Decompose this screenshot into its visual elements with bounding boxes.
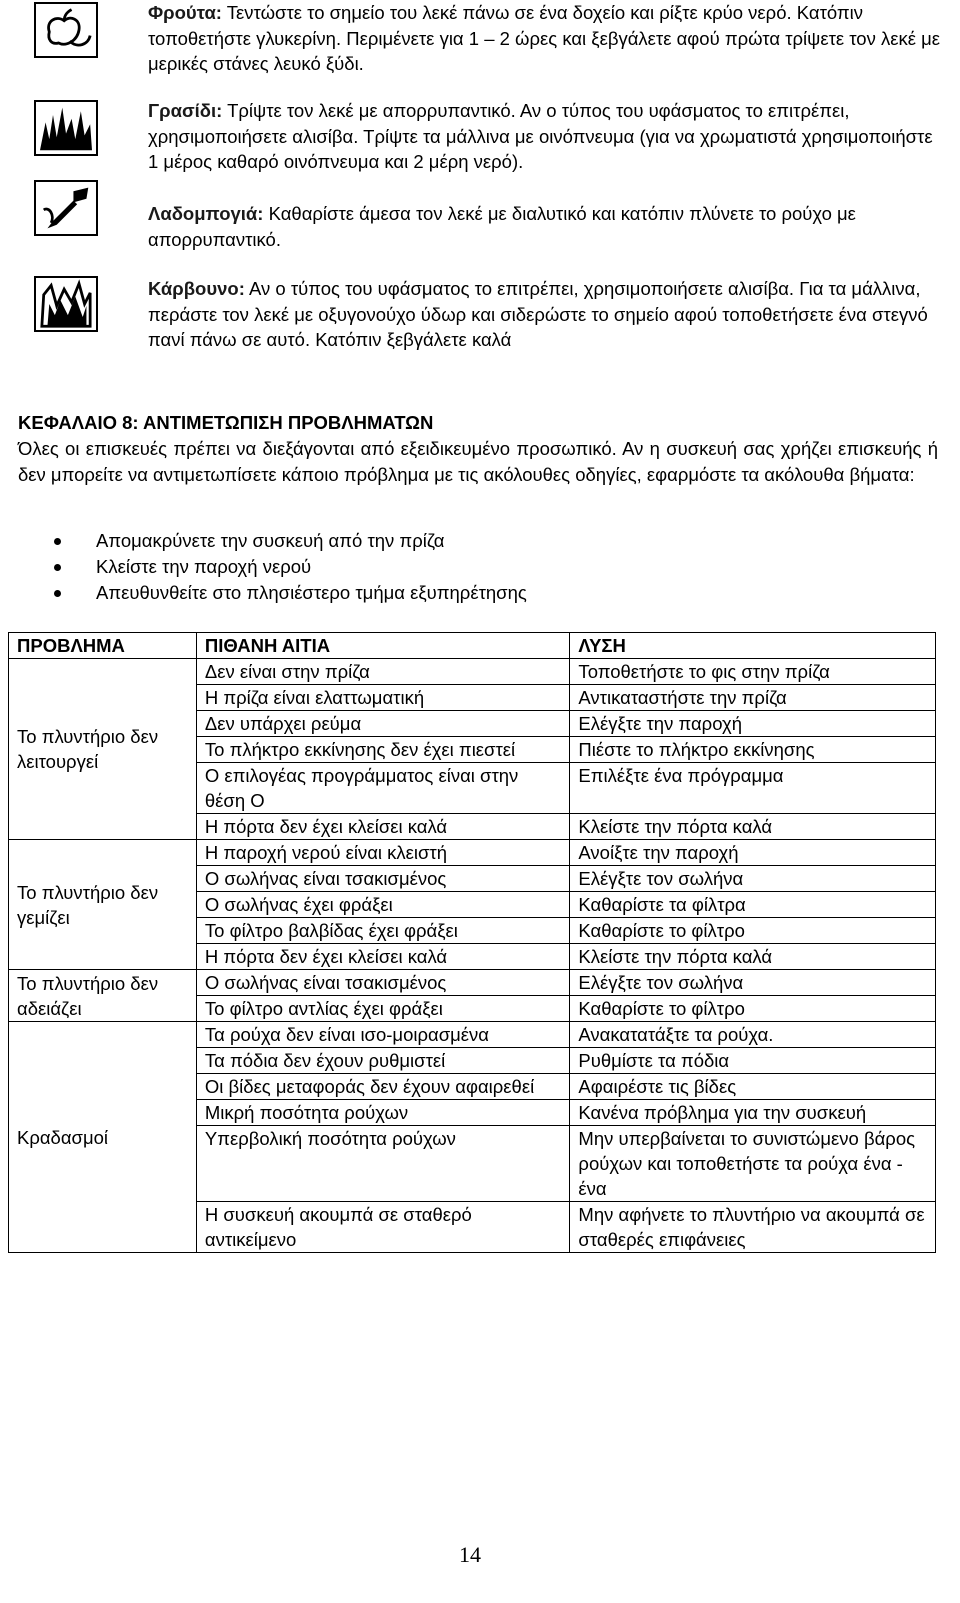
cause-cell: Μικρή ποσότητα ρούχων <box>196 1100 570 1126</box>
list-item: Απευθυνθείτε στο πλησιέστερο τμήμα εξυπηρέτησης <box>54 580 527 606</box>
solution-cell: Ελέγξτε την παροχή <box>570 711 936 737</box>
solution-cell: Αντικαταστήστε την πρίζα <box>570 685 936 711</box>
cause-cell: Ο σωλήνας έχει φράξει <box>196 892 570 918</box>
problem-cell: Το πλυντήριο δεν αδειάζει <box>9 970 197 1022</box>
header-cause: ΠΙΘΑΝΗ ΑΙΤΙΑ <box>196 633 570 659</box>
cause-cell: Ο σωλήνας είναι τσακισμένος <box>196 970 570 996</box>
stain-name: Φρούτα: <box>148 2 222 23</box>
solution-cell: Κλείστε την πόρτα καλά <box>570 814 936 840</box>
table-header-row <box>9 633 936 659</box>
cause-cell: Ο σωλήνας είναι τσακισμένος <box>196 866 570 892</box>
stain-name: Λαδομπογιά: <box>148 203 264 224</box>
solution-cell: Καθαρίστε το φίλτρο <box>570 996 936 1022</box>
problem-cell: Το πλυντήριο δεν γεμίζει <box>9 840 197 970</box>
cause-cell: Ο επιλογέας προγράμματος είναι στην θέση Ο <box>196 763 570 814</box>
problem-cell: Το πλυντήριο δεν λειτουργεί <box>9 659 197 840</box>
list-item: Απομακρύνετε την συσκευή από την πρίζα <box>54 528 527 554</box>
table-row <box>9 970 936 996</box>
solution-cell: Αφαιρέστε τις βίδες <box>570 1074 936 1100</box>
paintbrush-icon <box>34 180 98 236</box>
chapter-intro: Όλες οι επισκευές πρέπει να διεξάγονται από εξειδικευμένο προσωπικό. Αν η συσκευή σας χρήζει επισκευής ή δεν μπορείτε να αντιμετωπίσετε κάποιο πρόβλημα με τις ακόλουθες οδηγίες, εφαρμόστε τα ακόλουθα βήματα: <box>18 438 938 485</box>
stain-name: Κάρβουνο: <box>148 278 245 299</box>
stain-text: Τρίψτε τον λεκέ με απορρυπαντικό. Αν ο τύπος του υφάσματος το επιτρέπει, χρησιμοποιήσετε αλισίβα. Τρίψτε τα μάλλινα με οινόπνευμα (για να χρωματιστά χρησιμοποιήστε 1 μέρος καθαρό οινόπνευμα και 2 μέρη νερό). <box>148 100 933 172</box>
cause-cell: Τα πόδια δεν έχουν ρυθμιστεί <box>196 1048 570 1074</box>
table-body <box>9 659 936 1253</box>
cause-cell: Η συσκευή ακουμπά σε σταθερό αντικείμενο <box>196 1202 570 1253</box>
table-row <box>9 659 936 685</box>
cause-cell: Το πλήκτρο εκκίνησης δεν έχει πιεστεί <box>196 737 570 763</box>
header-solution: ΛΥΣΗ <box>570 633 936 659</box>
grass-icon <box>34 100 98 156</box>
solution-cell: Ανοίξτε την παροχή <box>570 840 936 866</box>
cause-cell: Οι βίδες μεταφοράς δεν έχουν αφαιρεθεί <box>196 1074 570 1100</box>
stain-paint <box>148 201 948 252</box>
troubleshooting-table <box>8 632 936 1253</box>
cause-cell: Η πόρτα δεν έχει κλείσει καλά <box>196 944 570 970</box>
solution-cell: Καθαρίστε το φίλτρο <box>570 918 936 944</box>
solution-cell: Ελέγξτε τον σωλήνα <box>570 970 936 996</box>
table-row <box>9 1022 936 1048</box>
solution-cell: Ελέγξτε τον σωλήνα <box>570 866 936 892</box>
cause-cell: Δεν είναι στην πρίζα <box>196 659 570 685</box>
stain-text: Αν ο τύπος του υφάσματος το επιτρέπει, χρησιμοποιήσετε αλισίβα. Για τα μάλλινα, περάστε τον λεκέ με οξυγονούχο ύδωρ και σιδερώστε το σημείο αφού τοποθετήσετε ένα στεγνό πανί πάνω σε αυτό. Κατόπιν ξεβγάλετε καλά <box>148 278 928 350</box>
solution-cell: Τοποθετήστε το φις στην πρίζα <box>570 659 936 685</box>
cause-cell: Η πόρτα δεν έχει κλείσει καλά <box>196 814 570 840</box>
cause-cell: Η πρίζα είναι ελαττωματική <box>196 685 570 711</box>
stain-text: Τεντώστε το σημείο του λεκέ πάνω σε ένα δοχείο και ρίξτε κρύο νερό. Κατόπιν τοποθετήστε γλυκερίνη. Περιμένετε για 1 – 2 ώρες και ξεβγάλετε αφού πρώτα τρίψετε τον λεκέ με μερικές στάνες λευκό ξύδι. <box>148 2 941 74</box>
solution-cell: Πιέστε το πλήκτρο εκκίνησης <box>570 737 936 763</box>
solution-cell: Ανακατατάξτε τα ρούχα. <box>570 1022 936 1048</box>
coal-icon <box>34 276 98 332</box>
page-number: 14 <box>459 1542 481 1567</box>
cause-cell: Το φίλτρο βαλβίδας έχει φράξει <box>196 918 570 944</box>
stain-grass <box>148 98 948 175</box>
fruit-icon <box>34 2 98 58</box>
solution-cell: Επιλέξτε ένα πρόγραμμα <box>570 763 936 814</box>
steps-list <box>54 528 527 606</box>
cause-cell: Το φίλτρο αντλίας έχει φράξει <box>196 996 570 1022</box>
cause-cell: Δεν υπάρχει ρεύμα <box>196 711 570 737</box>
solution-cell: Καθαρίστε τα φίλτρα <box>570 892 936 918</box>
stain-coal <box>148 276 948 353</box>
header-problem: ΠΡΟΒΛΗΜΑ <box>9 633 197 659</box>
cause-cell: Υπερβολική ποσότητα ρούχων <box>196 1126 570 1202</box>
cause-cell: Τα ρούχα δεν είναι ισο-μοιρασμένα <box>196 1022 570 1048</box>
stain-name: Γρασίδι: <box>148 100 223 121</box>
table-row <box>9 840 936 866</box>
stain-fruit <box>148 0 948 77</box>
solution-cell: Κλείστε την πόρτα καλά <box>570 944 936 970</box>
cause-cell: Η παροχή νερού είναι κλειστή <box>196 840 570 866</box>
solution-cell: Μην αφήνετε το πλυντήριο να ακουμπά σε σταθερές επιφάνειες <box>570 1202 936 1253</box>
chapter-title: ΚΕΦΑΛΑΙΟ 8: ΑΝΤΙΜΕΤΩΠΙΣΗ ΠΡΟΒΛΗΜΑΤΩΝ <box>18 412 434 433</box>
chapter-section <box>18 410 938 488</box>
solution-cell: Μην υπερβαίνεται το συνιστώμενο βάρος ρούχων και τοποθετήστε τα ρούχα ένα - ένα <box>570 1126 936 1202</box>
problem-cell: Κραδασμοί <box>9 1022 197 1253</box>
list-item: Κλείστε την παροχή νερού <box>54 554 527 580</box>
stain-text: Καθαρίστε άμεσα τον λεκέ με διαλυτικό και κατόπιν πλύνετε το ρούχο με απορρυπαντικό. <box>148 203 856 250</box>
solution-cell: Κανένα πρόβλημα για την συσκευή <box>570 1100 936 1126</box>
solution-cell: Ρυθμίστε τα πόδια <box>570 1048 936 1074</box>
